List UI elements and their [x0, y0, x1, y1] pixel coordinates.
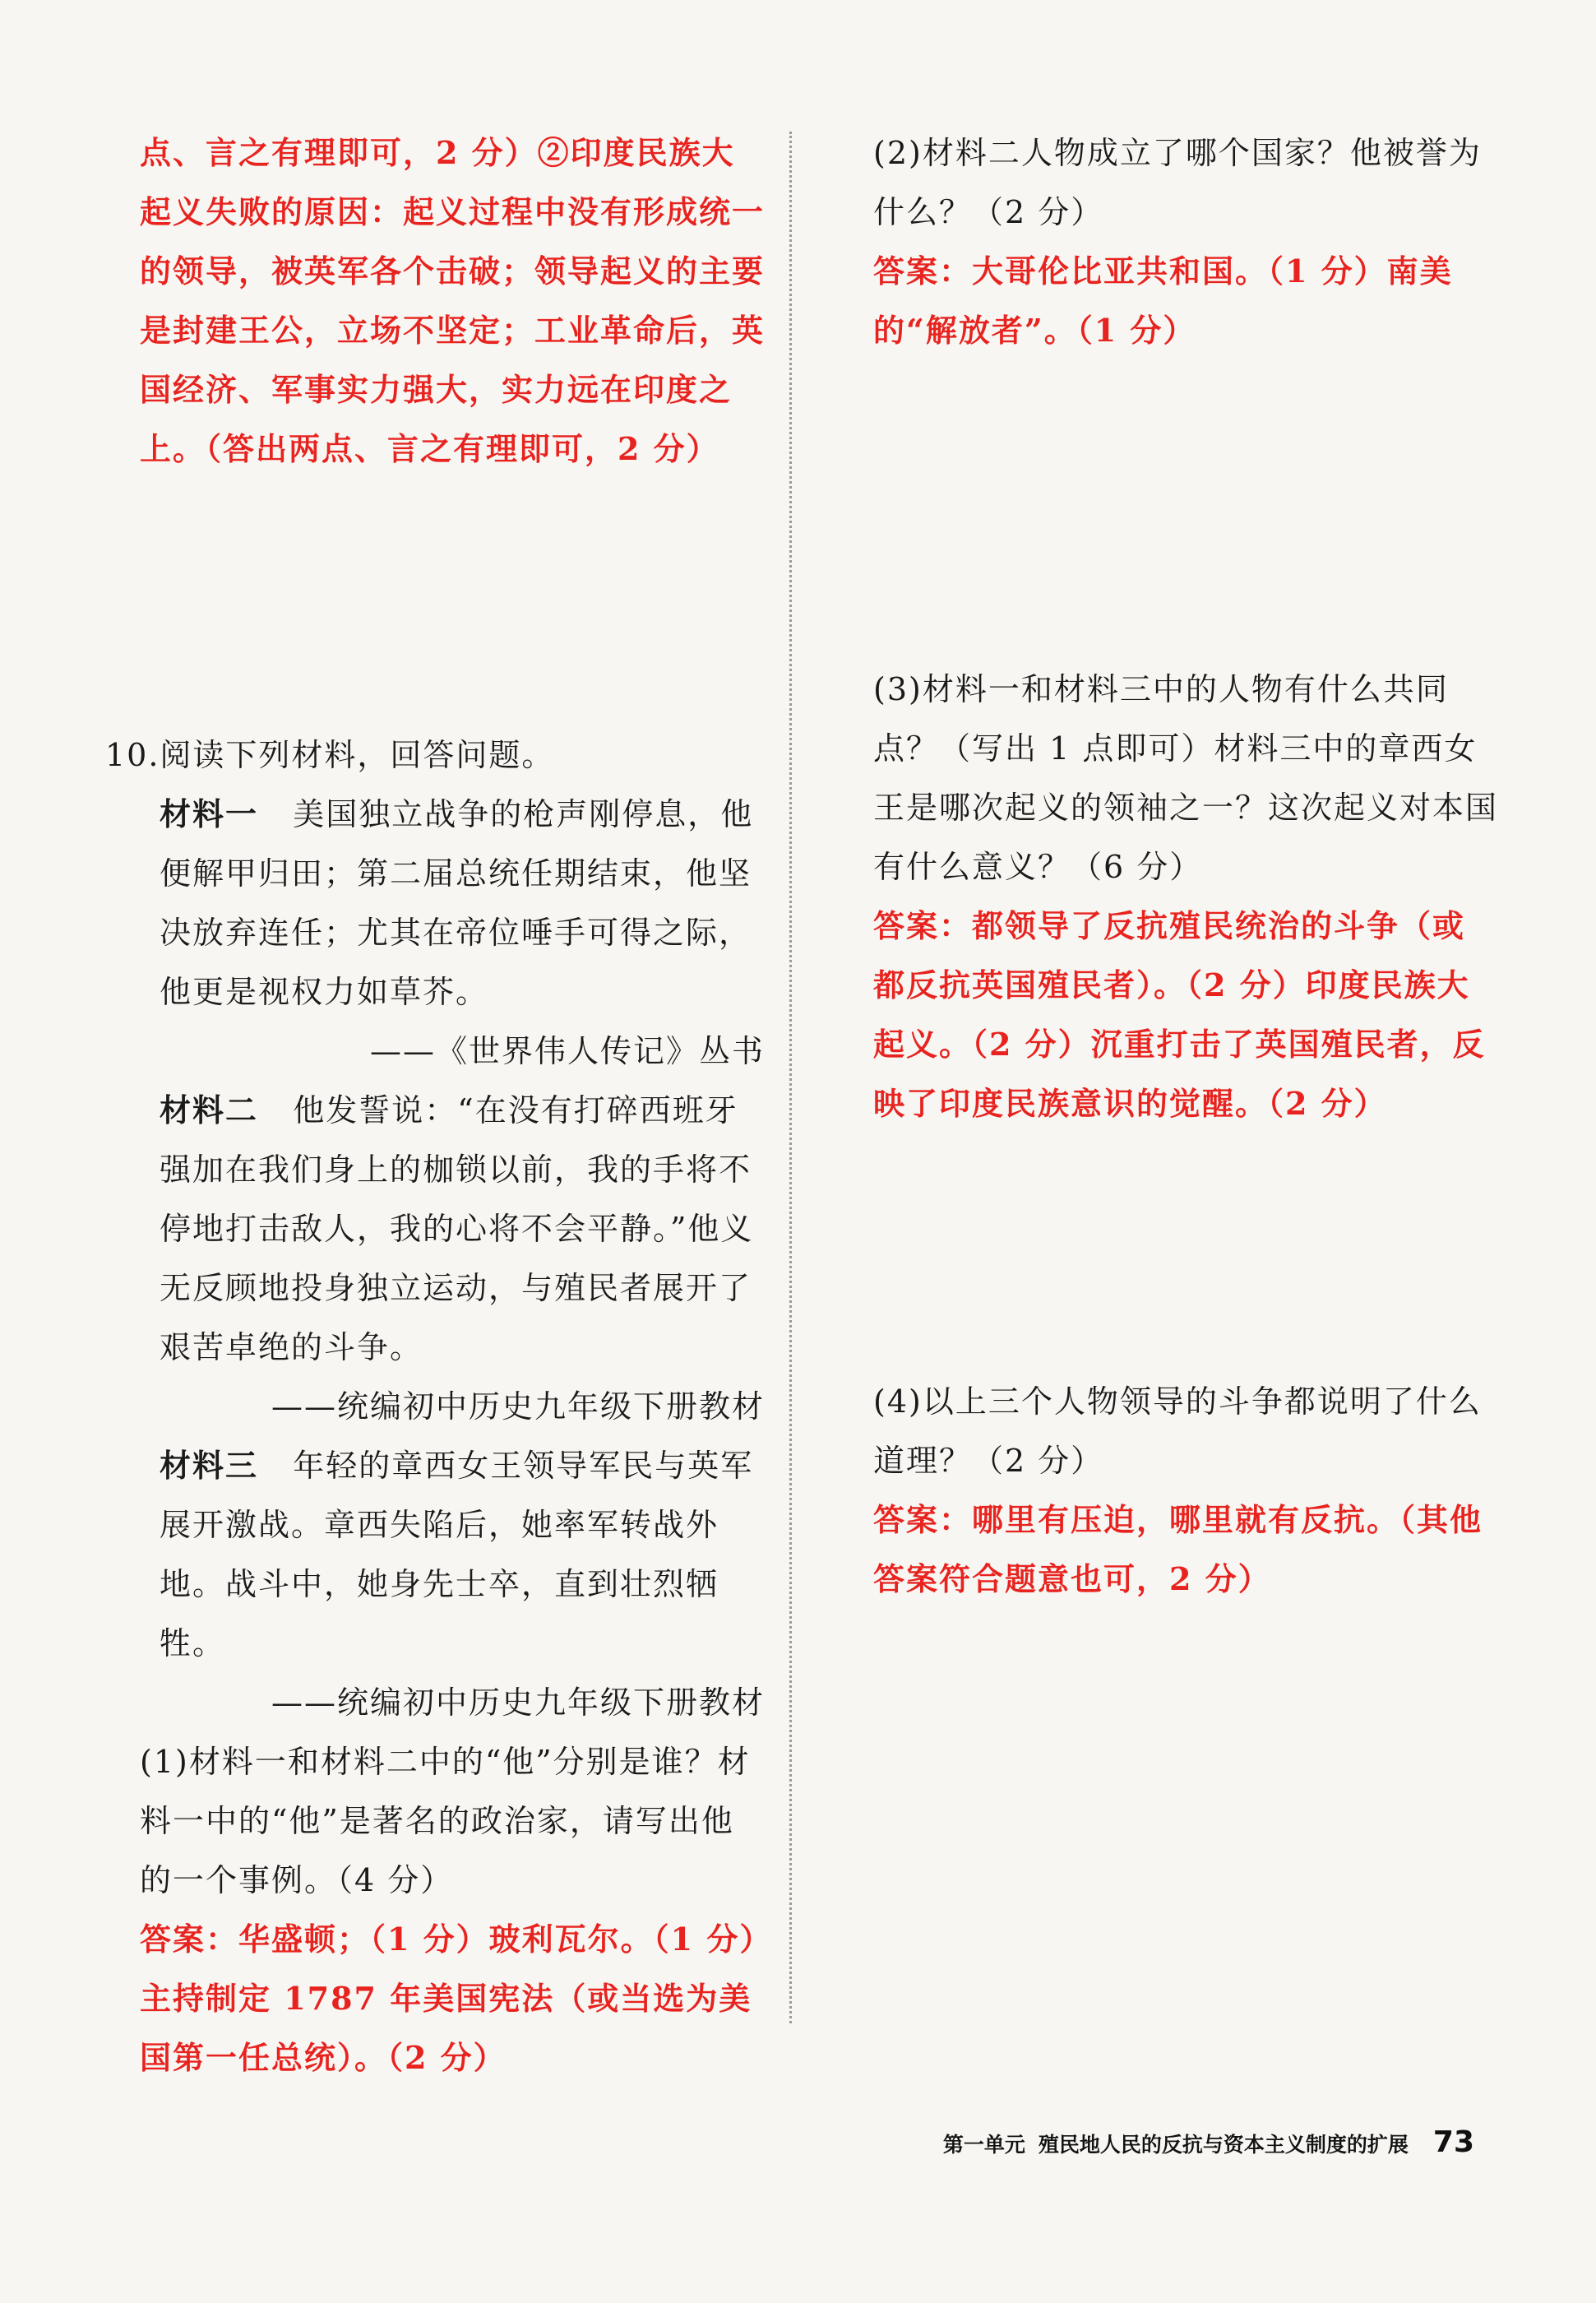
material-2-label: 材料二	[160, 1092, 259, 1128]
blank-space	[873, 1133, 1498, 1372]
material-3-source: ——统编初中历史九年级下册教材	[271, 1684, 765, 1721]
sub-question-4: (4)以上三个人物领导的斗争都说明了什么道理？（2 分）	[873, 1383, 1482, 1479]
material-3-text: 年轻的章西女王领导军民与英军展开激战。章西失陷后，她率军转战外地。战斗中，她身先士卒，直到壮烈牺牲。	[160, 1448, 754, 1661]
material-2	[140, 1081, 765, 1377]
answer-label: 答案：	[873, 908, 973, 944]
sub-question-3: (3)材料一和材料三中的人物有什么共同点？（写出 1 点即可）材料三中的章西女王是哪次起义的领袖之一？这次起义对本国有什么意义？（6 分）	[873, 671, 1499, 885]
blank-space	[140, 479, 765, 725]
blank-space	[873, 360, 1498, 660]
material-3	[140, 1436, 765, 1673]
answer-label: 答案：	[873, 1502, 973, 1538]
material-1-text: 美国独立战争的枪声刚停息，他便解甲归田；第二届总统任期结束，他坚决放弃连任；尤其在帝位唾手可得之际，他更是视权力如草芥。	[160, 796, 754, 1010]
sub-question-4-answer	[873, 1490, 1498, 1609]
sub-question-1: (1)材料一和材料二中的“他”分别是谁？材料一中的“他”是著名的政治家，请写出他的一个事例。（4 分）	[140, 1744, 751, 1898]
sub-question-3-answer-text: 都领导了反抗殖民统治的斗争（或都反抗英国殖民者）。（2 分）印度民族大起义。（2 分）沉重打击了英国殖民者，反映了印度民族意识的觉醒。（2 分）	[873, 907, 1486, 1122]
footer-unit-title: 殖民地人民的反抗与资本主义制度的扩展	[1038, 2133, 1409, 2157]
material-2-source: ——统编初中历史九年级下册教材	[271, 1388, 765, 1425]
answer-label: 答案：	[873, 253, 973, 290]
material-3-label: 材料三	[160, 1448, 259, 1484]
material-1-label: 材料一	[160, 796, 259, 832]
sub-question-2: (2)材料二人物成立了哪个国家？他被誉为什么？（2 分）	[873, 135, 1482, 230]
question-10-text: 10.阅读下列材料，回答问题。	[105, 737, 555, 773]
left-column	[105, 123, 766, 2088]
question-10-title	[105, 725, 765, 785]
sub-question-3-answer	[873, 897, 1498, 1133]
right-column	[873, 123, 1498, 1609]
footer-unit: 第一单元	[942, 2133, 1025, 2157]
material-1	[140, 785, 765, 1022]
material-2-text: 他发誓说：“在没有打碎西班牙强加在我们身上的枷锁以前，我的手将不停地打击敌人，我的心将不会平静。”他义无反顾地投身独立运动，与殖民者展开了艰苦卓绝的斗争。	[160, 1092, 754, 1365]
material-1-source: ——《世界伟人传记》丛书	[369, 1033, 765, 1069]
sub-question-2-answer-text: 大哥伦比亚共和国。（1 分）南美的“解放者”。（1 分）	[873, 253, 1453, 349]
sub-question-1-answer	[140, 1910, 765, 2088]
answer-label: 答案：	[140, 1921, 239, 1958]
previous-answer-continuation: 点、言之有理即可，2 分）②印度民族大起义失败的原因：起义过程中没有形成统一的领导，被英军各个击破；领导起义的主要是封建王公，立场不坚定；工业革命后，英国经济、军事实力强大，实力远在印度之上。（答出两点、言之有理即可，2 分）	[140, 134, 766, 467]
column-divider	[789, 132, 792, 2023]
sub-question-1-answer-text: 华盛顿；（1 分）玻利瓦尔。（1 分）主持制定 1787 年美国宪法（或当选为美国第一任总统）。（2 分）	[140, 1921, 757, 2076]
sub-question-2-answer	[873, 242, 1498, 360]
page-number: 73	[1432, 2125, 1474, 2159]
page-footer	[943, 2125, 1474, 2159]
sub-question-4-answer-text: 哪里有压迫，哪里就有反抗。（其他答案符合题意也可，2 分）	[873, 1501, 1483, 1597]
